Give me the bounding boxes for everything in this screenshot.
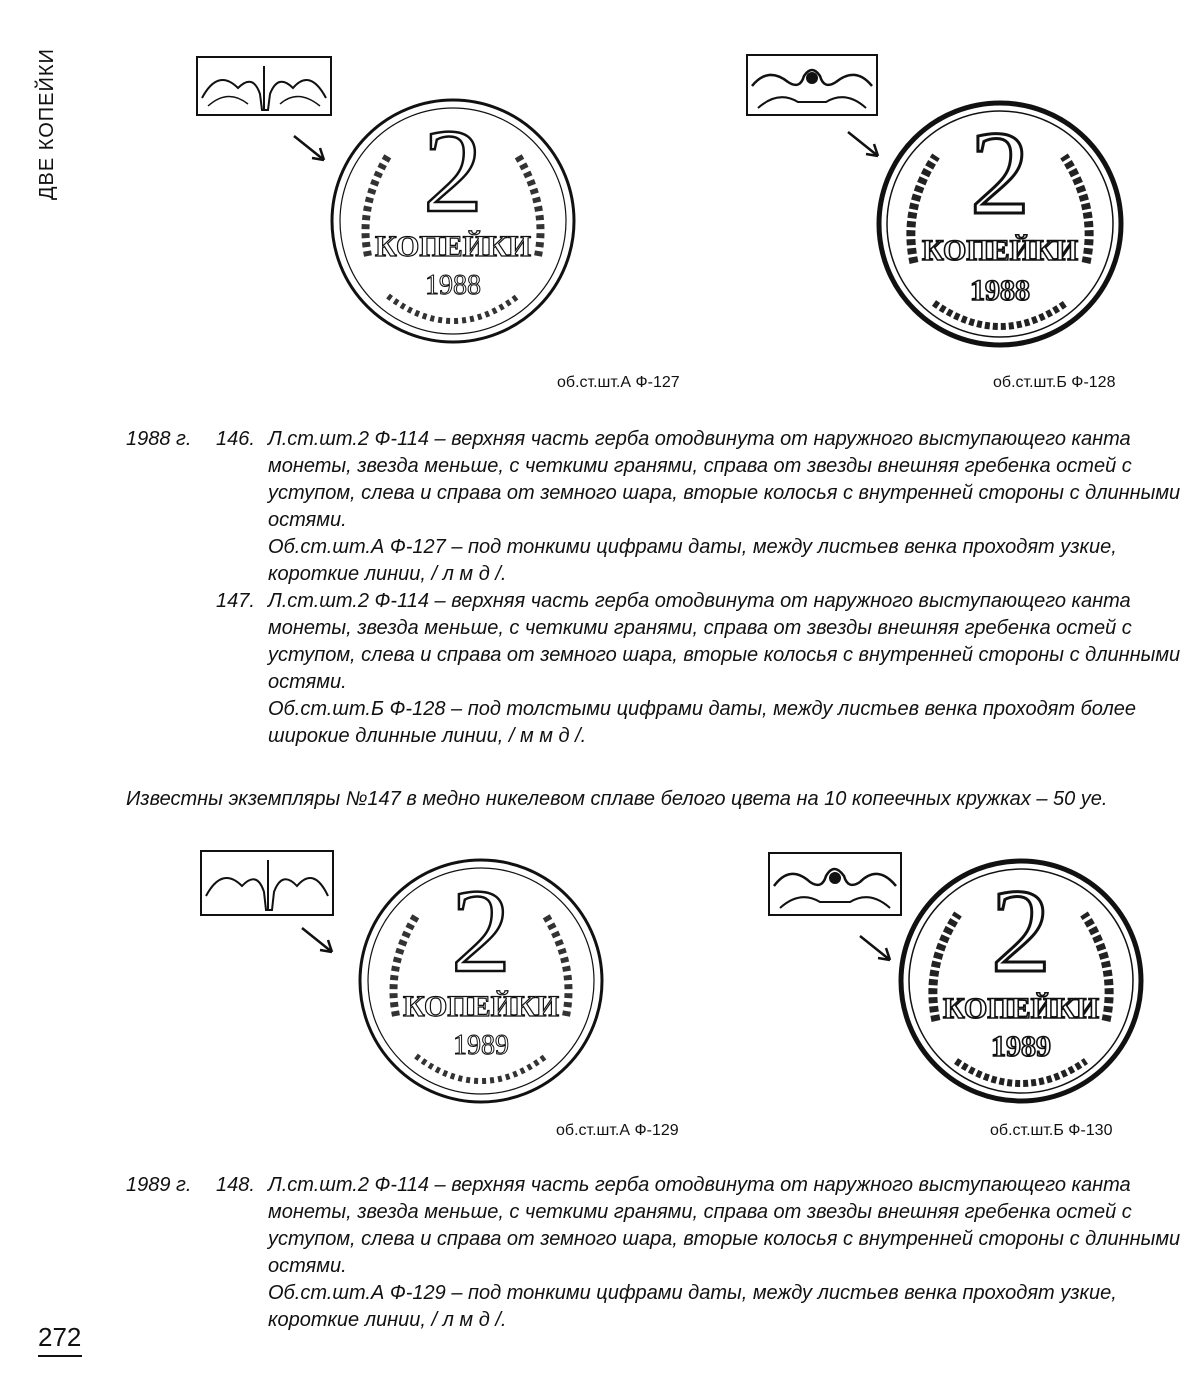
- note-text: Известны экземпляры №147 в медно никелевом сплаве белого цвета на 10 копеечных кружках – 50 уе.: [126, 788, 1108, 810]
- coin-denomination: 2: [451, 864, 511, 997]
- coin-caption-1989-b: об.ст.шт.Б Ф-130: [990, 1122, 1113, 1139]
- coin-1988-b: [876, 98, 1124, 350]
- entry-1988: [126, 426, 1186, 750]
- entry-number: 147.: [216, 590, 255, 612]
- coin-caption-1988-b: об.ст.шт.Б Ф-128: [993, 374, 1116, 391]
- arrow-icon: [298, 924, 338, 958]
- coin-word: КОПЕЙКИ: [402, 990, 560, 1023]
- arrow-icon: [856, 932, 896, 966]
- detail-closeup-1989-a: [200, 850, 334, 916]
- entry-item: [126, 588, 1186, 750]
- coin-1989-b: [898, 856, 1144, 1106]
- coin-word: КОПЕЙКИ: [374, 230, 532, 263]
- entry-paragraph-2: Об.ст.шт.Б Ф-128 – под толстыми цифрами даты, между листьев венка проходят более широкие длинные линии, / м м д /.: [268, 698, 1136, 747]
- side-section-title: ДВЕ КОПЕЙКИ: [36, 48, 58, 200]
- coin-year: 1988: [970, 274, 1030, 307]
- coin-denomination: 2: [970, 106, 1030, 239]
- entry-year: 1988 г.: [126, 428, 192, 450]
- coin-denomination: 2: [991, 864, 1051, 997]
- closeup-illustration: [748, 56, 876, 114]
- coin-word: КОПЕЙКИ: [921, 234, 1079, 267]
- coin-caption-1989-a: об.ст.шт.А Ф-129: [556, 1122, 679, 1139]
- entry-year: 1989 г.: [126, 1174, 192, 1196]
- entry-text: [268, 1172, 1186, 1334]
- coin-year: 1989: [991, 1030, 1051, 1063]
- detail-closeup-1988-b: [746, 54, 878, 116]
- entry-text: [268, 426, 1186, 588]
- coin-caption-1988-a: об.ст.шт.А Ф-127: [557, 374, 680, 391]
- coin-1989-a: [356, 856, 606, 1106]
- entry-paragraph-1: Л.ст.шт.2 Ф-114 – верхняя часть герба отодвинута от наружного выступающего канта монеты, звезда меньше, с четкими гранями, справа от звезды внешняя гребенка остей с уступом, слева и справа от земного шара, вторые колосья с внутренней стороны с длинными остями.: [268, 1174, 1181, 1277]
- entry-number: 146.: [216, 428, 255, 450]
- arrow-icon: [290, 132, 330, 166]
- coin-denomination: 2: [423, 104, 483, 237]
- page-number: 272: [38, 1322, 82, 1357]
- entry-item: [126, 1172, 1186, 1334]
- coin-word: КОПЕЙКИ: [942, 992, 1100, 1025]
- entry-paragraph-2: Об.ст.шт.А Ф-129 – под тонкими цифрами даты, между листьев венка проходят узкие, короткие линии, / л м д /.: [268, 1282, 1117, 1331]
- entry-paragraph-1: Л.ст.шт.2 Ф-114 – верхняя часть герба отодвинута от наружного выступающего канта монеты, звезда меньше, с четкими гранями, справа от звезды внешняя гребенка остей с уступом, слева и справа от земного шара, вторые колосья с внутренней стороны с длинными остями.: [268, 590, 1181, 693]
- entry-1989: [126, 1172, 1186, 1334]
- entry-text: [268, 588, 1186, 750]
- closeup-illustration: [202, 852, 332, 914]
- coin-year: 1988: [425, 270, 481, 301]
- closeup-illustration: [770, 854, 900, 914]
- closeup-illustration: [198, 58, 330, 114]
- detail-closeup-1989-b: [768, 852, 902, 916]
- coin-year: 1989: [453, 1030, 509, 1061]
- entry-paragraph-2: Об.ст.шт.А Ф-127 – под тонкими цифрами даты, между листьев венка проходят узкие, короткие линии, / л м д /.: [268, 536, 1117, 585]
- entry-paragraph-1: Л.ст.шт.2 Ф-114 – верхняя часть герба отодвинута от наружного выступающего канта монеты, звезда меньше, с четкими гранями, справа от звезды внешняя гребенка остей с уступом, слева и справа от земного шара, вторые колосья с внутренней стороны с длинными остями.: [268, 428, 1181, 531]
- entry-item: [126, 426, 1186, 588]
- coin-1988-a: [328, 96, 578, 346]
- entry-number: 148.: [216, 1174, 255, 1196]
- detail-closeup-1988-a: [196, 56, 332, 116]
